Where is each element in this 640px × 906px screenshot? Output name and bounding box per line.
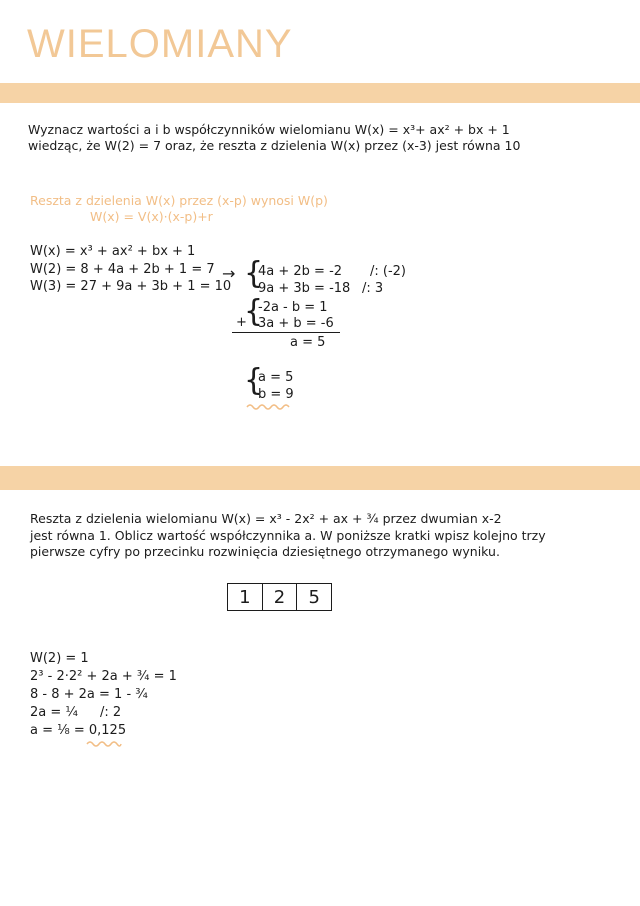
answer-digit: 2 [263,584,298,610]
system1-eq2: 9a + 3b = -18 [258,281,351,296]
work-line: W(2) = 1 [30,651,89,666]
highlight-squiggle [86,740,122,748]
system2-eq2: 3a + b = -6 [258,316,334,331]
system1-eq1: 4a + 2b = -2 [258,264,343,279]
work-line: W(3) = 27 + 9a + 3b + 1 = 10 [30,279,232,294]
system1-op1: /: (-2) [370,264,406,279]
work-line: 2³ - 2·2² + 2a + ¾ = 1 [30,669,177,684]
work-line: a = ⅛ = 0,125 [30,723,127,738]
answer-boxes [227,583,332,611]
system-brace: { [244,256,264,291]
sum-line [232,332,340,333]
task1-hint1: Reszta z dzielenia W(x) przez (x-p) wynosi W(p) [30,193,328,208]
work-op: /: 2 [100,705,122,720]
page-title: WIELOMIANY [27,22,293,66]
system2-eq1: -2a - b = 1 [258,300,328,315]
task2-line1: Reszta z dzielenia wielomianu W(x) = x³ - 2x² + ax + ¾ przez dwumian x-2 [30,511,502,526]
task1-hint2: W(x) = V(x)·(x-p)+r [90,209,213,224]
sum-result: a = 5 [290,335,326,350]
result-b: b = 9 [258,387,294,402]
plus-sign: + [236,315,247,330]
system1-op2: /: 3 [362,281,384,296]
accent-band-middle [0,466,640,490]
answer-digit: 1 [228,584,263,610]
highlight-squiggle [246,403,290,411]
task2-line3: pierwsze cyfry po przecinku rozwinięcia dziesiętnego otrzymanego wyniku. [30,544,500,559]
answer-digit: 5 [308,586,320,608]
system2-brace: { [244,294,264,329]
result-brace: { [244,363,264,398]
task2-line2: jest równa 1. Oblicz wartość współczynnika a. W poniższe kratki wpisz kolejno trzy [30,528,546,543]
arrow-icon: → [222,264,236,283]
work-line: 2a = ¼ [30,705,78,720]
work-line: W(2) = 8 + 4a + 2b + 1 = 7 [30,262,215,277]
work-line: 8 - 8 + 2a = 1 - ¾ [30,687,148,702]
work-line: W(x) = x³ + ax² + bx + 1 [30,244,196,259]
result-a: a = 5 [258,370,294,385]
task1-line2: wiedząc, że W(2) = 7 oraz, że reszta z dzielenia W(x) przez (x-3) jest równa 10 [28,138,521,153]
task1-line1: Wyznacz wartości a i b współczynników wielomianu W(x) = x³+ ax² + bx + 1 [28,122,510,137]
accent-band-top [0,83,640,103]
